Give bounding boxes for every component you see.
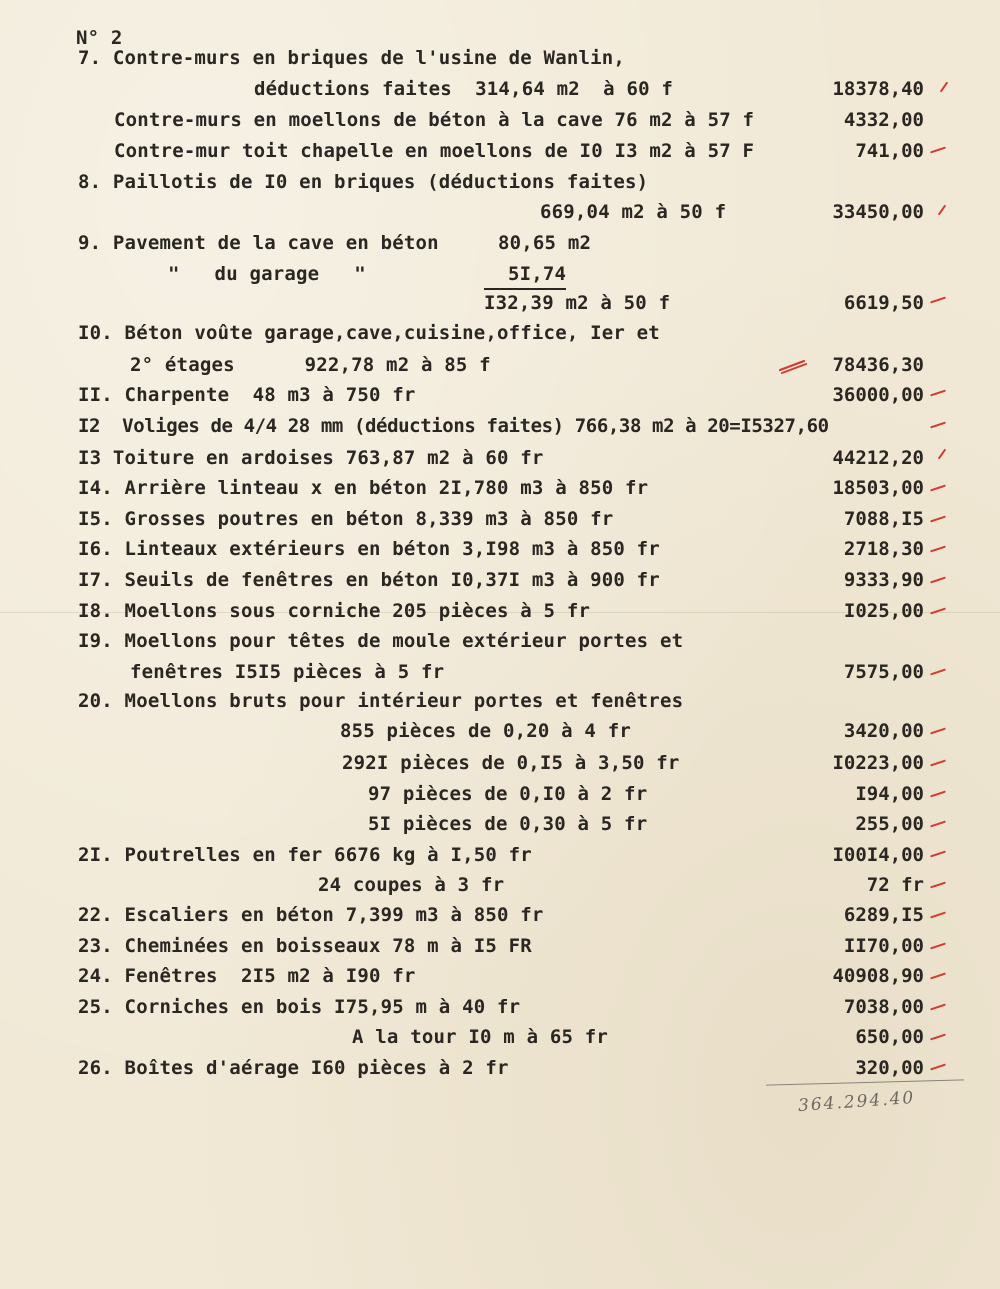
item-25-title-amount: 7038,00	[843, 996, 924, 1018]
item-7-line-1-amount: 18378,40	[832, 78, 924, 100]
check-mark	[930, 297, 946, 304]
item-21-line-1-amount: 72 fr	[866, 874, 924, 896]
item-8-line-1: 669,04 m2 à 50 f	[540, 201, 727, 223]
check-mark	[930, 728, 946, 735]
item-20-line-4: 5I pièces de 0,30 à 5 fr	[368, 813, 648, 835]
item-21-title-amount: I00I4,00	[832, 844, 924, 866]
item-7-line-3: Contre-mur toit chapelle en moellons de I0 I3 m2 à 57 F	[114, 140, 755, 162]
check-mark	[930, 485, 946, 492]
check-mark	[938, 449, 947, 460]
item-13-amount: 44212,20	[832, 447, 924, 469]
item-13: I3 Toiture en ardoises 763,87 m2 à 60 fr	[78, 447, 544, 469]
item-20-title: 20. Moellons bruts pour intérieur portes et fenêtres	[78, 690, 684, 712]
item-24: 24. Fenêtres 2I5 m2 à I90 fr	[78, 965, 416, 987]
item-10-title: I0. Béton voûte garage,cave,cuisine,office, Ier et	[78, 322, 660, 344]
item-16-amount: 2718,30	[843, 538, 924, 560]
check-mark	[930, 912, 946, 919]
check-mark	[930, 882, 946, 889]
check-mark	[930, 1004, 946, 1011]
item-25-line-1-amount: 650,00	[855, 1026, 924, 1048]
double-check-mark	[778, 358, 808, 374]
check-mark	[930, 147, 946, 154]
check-mark	[930, 943, 946, 950]
item-20-line-1-amount: 3420,00	[843, 720, 924, 742]
item-19-title: I9. Moellons pour têtes de moule extérieur portes et	[78, 630, 684, 652]
item-9-line-3: I32,39 m2 à 50 f	[484, 292, 671, 314]
check-mark	[940, 82, 949, 93]
item-21-title: 2I. Poutrelles en fer 6676 kg à I,50 fr	[78, 844, 532, 866]
item-9-line-3-amount: 6619,50	[843, 292, 924, 314]
item-14-amount: 18503,00	[832, 477, 924, 499]
item-23: 23. Cheminées en boisseaux 78 m à I5 FR	[78, 935, 532, 957]
item-26-amount: 320,00	[855, 1057, 924, 1079]
item-9-qty-2: 5I,74	[508, 263, 567, 285]
item-20-line-2-amount: I0223,00	[832, 752, 924, 774]
item-18: I8. Moellons sous corniche 205 pièces à 5 fr	[78, 600, 591, 622]
check-mark	[930, 760, 946, 767]
item-16: I6. Linteaux extérieurs en béton 3,I98 m3 à 850 fr	[78, 538, 660, 560]
check-mark	[930, 546, 946, 553]
pencil-underline	[766, 1079, 964, 1085]
item-20-line-1: 855 pièces de 0,20 à 4 fr	[340, 720, 631, 742]
item-24-amount: 40908,90	[832, 965, 924, 987]
item-20-line-2: 292I pièces de 0,I5 à 3,50 fr	[342, 752, 680, 774]
item-9-qty-1: 80,65 m2	[498, 232, 592, 254]
item-20-line-3: 97 pièces de 0,I0 à 2 fr	[368, 783, 648, 805]
page-number: N° 2	[76, 27, 123, 49]
item-23-amount: II70,00	[843, 935, 924, 957]
item-9-title: 9. Pavement de la cave en béton	[78, 232, 439, 254]
check-mark	[930, 973, 946, 980]
item-15-amount: 7088,I5	[843, 508, 924, 530]
item-26: 26. Boîtes d'aérage I60 pièces à 2 fr	[78, 1057, 509, 1079]
item-8-title: 8. Paillotis de I0 en briques (déductions faites)	[78, 171, 649, 193]
item-20-line-4-amount: 255,00	[855, 813, 924, 835]
check-mark	[930, 851, 946, 858]
check-mark	[930, 422, 946, 429]
check-mark	[938, 205, 947, 216]
item-22-amount: 6289,I5	[843, 904, 924, 926]
item-14: I4. Arrière linteau x en béton 2I,780 m3 à 850 fr	[78, 477, 649, 499]
item-7-title: 7. Contre-murs en briques de l'usine de Wanlin,	[78, 47, 626, 69]
item-25-line-1: A la tour I0 m à 65 fr	[352, 1026, 609, 1048]
item-7-line-3-amount: 741,00	[855, 140, 924, 162]
item-22: 22. Escaliers en béton 7,399 m3 à 850 fr	[78, 904, 544, 926]
item-9-line-2: " du garage "	[168, 263, 366, 285]
item-11: II. Charpente 48 m3 à 750 fr	[78, 384, 416, 406]
check-mark	[930, 1064, 946, 1071]
item-12: I2 Voliges de 4/4 28 mm (déductions faites) 766,38 m2 à 20=I5327,60	[78, 415, 829, 437]
item-7-line-1: déductions faites 314,64 m2 à 60 f	[254, 78, 674, 100]
item-21-line-1: 24 coupes à 3 fr	[318, 874, 505, 896]
check-mark	[930, 1034, 946, 1041]
item-11-amount: 36000,00	[832, 384, 924, 406]
item-18-amount: I025,00	[843, 600, 924, 622]
item-7-line-2: Contre-murs en moellons de béton à la cave 76 m2 à 57 f	[114, 109, 755, 131]
check-mark	[930, 791, 946, 798]
item-17: I7. Seuils de fenêtres en béton I0,37I m3 à 900 fr	[78, 569, 660, 591]
item-10-line-1-amount: 78436,30	[832, 354, 924, 376]
check-mark	[930, 577, 946, 584]
check-mark	[930, 821, 946, 828]
check-mark	[930, 669, 946, 676]
check-mark	[930, 516, 946, 523]
item-19-line-1: fenêtres I5I5 pièces à 5 fr	[130, 661, 445, 683]
item-15: I5. Grosses poutres en béton 8,339 m3 à 850 fr	[78, 508, 614, 530]
handwritten-total: 364.294.40	[797, 1087, 916, 1117]
item-25-title: 25. Corniches en bois I75,95 m à 40 fr	[78, 996, 521, 1018]
item-7-line-2-amount: 4332,00	[843, 109, 924, 131]
item-8-line-1-amount: 33450,00	[832, 201, 924, 223]
check-mark	[930, 390, 946, 397]
item-10-line-1: 2° étages 922,78 m2 à 85 f	[130, 354, 491, 376]
sum-rule	[484, 288, 566, 290]
item-17-amount: 9333,90	[843, 569, 924, 591]
item-20-line-3-amount: I94,00	[855, 783, 924, 805]
item-19-line-1-amount: 7575,00	[843, 661, 924, 683]
check-mark	[930, 608, 946, 615]
